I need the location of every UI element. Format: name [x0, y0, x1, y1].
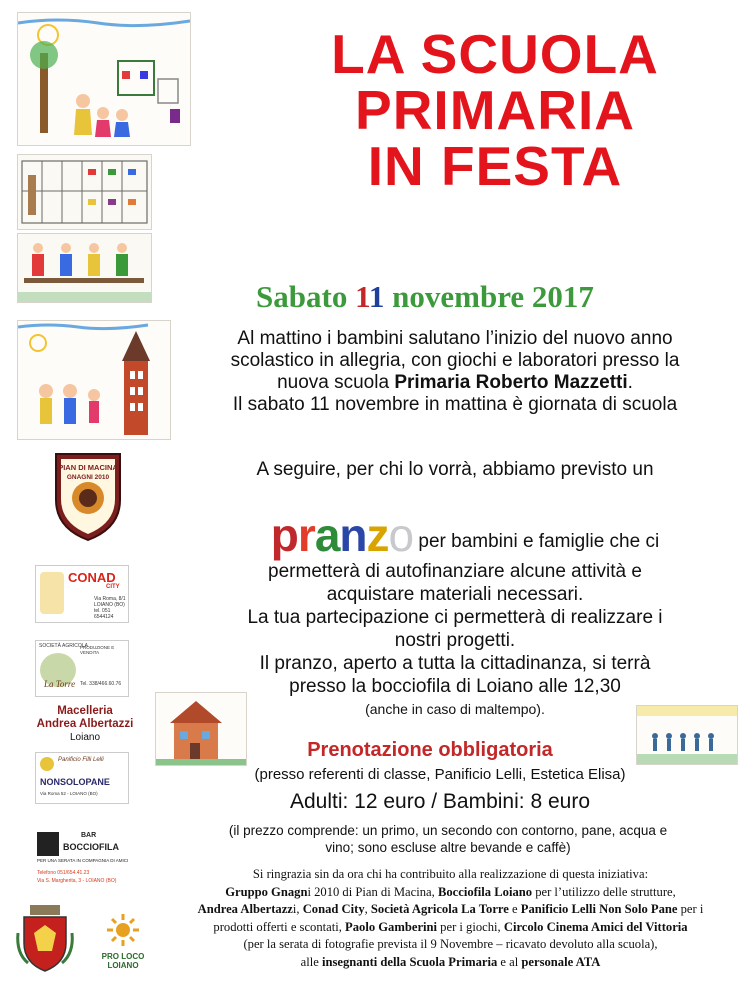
latorre-phone: Tel. 338/466.60.76: [80, 681, 122, 687]
intro-line-1: Al mattino i bambini salutano l’inizio del nuovo anno: [237, 328, 673, 349]
panificio-artwork: [40, 757, 54, 771]
panificio-brand: NONSOLOPANE: [40, 777, 110, 787]
child-drawing-classroom: [17, 154, 152, 230]
bocciofila-phone: Telefono 051/654.41.23: [37, 870, 90, 876]
thanks-s12b: e al: [497, 954, 522, 969]
thanks-s6b: per i: [677, 902, 704, 916]
thanks-s3: Andrea Albertazz: [197, 902, 293, 916]
panificio-address: Via Roma 52 - LOIANO (BO): [40, 791, 98, 796]
proloco-city: LOIANO: [107, 961, 139, 970]
conad-card: [35, 565, 129, 623]
thanks-section: [158, 866, 743, 971]
body-line-4: nostri progetti.: [394, 630, 516, 651]
price-includes-line-2: vino; sono escluse altre bevande e caffè): [325, 840, 571, 855]
school-name: Primaria Roberto Mazzetti: [394, 372, 628, 393]
thanks-s10: (per la serata di fotografie prevista il 9 Novembre – ricavato devoluto alla scuola),: [243, 937, 658, 951]
body-line-6: presso la bocciofila di Loiano alle 12,30: [289, 676, 621, 697]
bocciofila-artwork: [37, 832, 59, 856]
intro-paragraph: [190, 328, 720, 416]
bocciofila-tag: PER UNA SERATA IN COMPAGNIA DI AMICI: [37, 858, 129, 863]
title-line-3: IN FESTA: [367, 135, 623, 197]
macelleria-label: [20, 705, 150, 744]
proloco-name: PRO LOCO: [101, 952, 145, 961]
proloco-logo: [92, 912, 154, 972]
date-month-year: novembre 2017: [392, 279, 594, 314]
body-paragraph: [185, 560, 725, 721]
title-line-1: LA SCUOLA: [331, 23, 659, 85]
body-line-5: Il pranzo, aperto a tutta la cittadinanza, si terrà: [259, 653, 651, 674]
thanks-s6: Panificio Lelli Non Solo Pane: [520, 902, 678, 916]
gnagni-top-text: PIAN DI MACINA: [58, 463, 118, 472]
latorre-info: PRODUZIONE E VENDITA: [80, 645, 115, 655]
body-line-2: acquistare materiali necessari.: [326, 584, 584, 605]
latorre-card: [35, 640, 129, 697]
conad-artwork: [40, 572, 64, 614]
bocciofila-card: [35, 830, 140, 888]
pranzo-letter-r: r: [297, 509, 315, 561]
thanks-s8: Paolo Gamberini: [345, 919, 438, 934]
thanks-s4: Conad City: [302, 902, 365, 916]
thanks-s2b: per l’utilizzo delle strutture,: [532, 884, 676, 899]
intro-line-4: Il sabato 11 novembre in mattina è giornata di scuola: [232, 394, 678, 415]
pranzo-letter-o: o: [388, 509, 414, 561]
body-line-1: permetterà di autofinanziare alcune attività e: [268, 561, 642, 582]
pranzo-word: [271, 509, 413, 561]
latorre-top: SOCIETÀ AGRICOLA: [39, 643, 88, 649]
prices: Adulti: 12 euro / Bambini: 8 euro: [289, 790, 590, 813]
thanks-s7: prodotti offerti e scontati,: [213, 919, 346, 934]
thanks-s9: Circolo Cinema Amici del Vittoria: [503, 919, 688, 934]
date-day-label: Sabato: [256, 279, 348, 314]
pranzo-line: [205, 508, 725, 562]
child-drawing-family-tower: [17, 320, 171, 440]
intro-line-3a: nuova scuola: [277, 372, 395, 393]
body-line-7: (anche in caso di maltempo).: [365, 701, 545, 717]
thanks-s5: Società Agricola La Torre: [370, 902, 509, 916]
pranzo-letter-z: z: [366, 509, 389, 561]
thanks-intro: Si ringrazia sin da ora chi ha contribuito alla realizzazione di questa iniziativa:: [252, 867, 649, 881]
macelleria-person: Andrea Albertazzi: [36, 718, 134, 730]
bocciofila-address: Via S. Margherita, 3 - LOIANO (BO): [37, 878, 117, 884]
follow-text: A seguire, per chi lo vorrà, abbiamo previsto un: [256, 459, 654, 480]
thanks-s12: insegnanti della Scuola Primaria: [321, 954, 498, 969]
thanks-s13: personale ATA: [521, 954, 601, 969]
reservation-places: (presso referenti di classe, Panificio Lelli, Estetica Elisa): [254, 766, 626, 783]
title-line-2: PRIMARIA: [355, 79, 635, 141]
intro-line-3c: .: [627, 372, 633, 393]
page-title: [255, 23, 735, 197]
intro-line-2: scolastico in allegria, con giochi e laboratori presso la: [230, 350, 680, 371]
pranzo-letter-p: p: [270, 509, 298, 561]
reservation-required: Prenotazione obbligatoria: [307, 739, 553, 761]
macelleria-name: Macelleria: [57, 705, 113, 717]
conad-phone: tel. 051 6544124: [94, 608, 114, 620]
thanks-s4b: ,: [364, 902, 371, 916]
thanks-s3b: i,: [292, 902, 303, 916]
bocciofila-name: BOCCIOFILA: [63, 842, 119, 852]
date-digit-1: 1: [355, 279, 369, 314]
child-drawing-park: [17, 12, 191, 146]
thanks-s5b: e: [508, 902, 521, 916]
latorre-name: La Torre: [44, 679, 76, 689]
loiano-crest-icon: [14, 903, 76, 973]
event-date: [205, 279, 645, 315]
pranzo-letter-n: n: [339, 509, 367, 561]
pranzo-rest: per bambini e famiglie che ci: [413, 531, 660, 552]
conad-sub: CITY: [106, 584, 120, 590]
price-includes: [178, 822, 718, 856]
thanks-s1b: i 2010 di Pian di Macina,: [307, 884, 438, 899]
pranzo-letter-a: a: [314, 509, 340, 561]
panificio-card: [35, 752, 129, 804]
body-line-3: La tua partecipazione ci permetterà di realizzare i: [247, 607, 663, 628]
gnagni-bottom-text: GNAGNI 2010: [66, 474, 110, 481]
bocciofila-bar: BAR: [81, 832, 97, 839]
macelleria-city: Loiano: [69, 732, 101, 743]
conad-city: LOIANO (BO): [94, 602, 125, 608]
child-drawing-kids-row: [17, 233, 152, 303]
panificio-name: Panificio Filli Lelli: [58, 757, 104, 763]
conad-address: Via Roma, 8/1: [94, 596, 126, 602]
conad-name: CONAD: [68, 570, 116, 585]
thanks-s11: alle: [300, 954, 322, 969]
thanks-s8b: per i giochi,: [437, 919, 504, 934]
date-digit-2: 1: [368, 279, 385, 314]
gnagni-logo: [52, 450, 124, 542]
price-includes-line-1: (il prezzo comprende: un primo, un secondo con contorno, pane, acqua e: [228, 823, 668, 838]
thanks-s2: Bocciofila Loiano: [437, 884, 533, 899]
thanks-s1: Gruppo Gnagn: [225, 884, 308, 899]
